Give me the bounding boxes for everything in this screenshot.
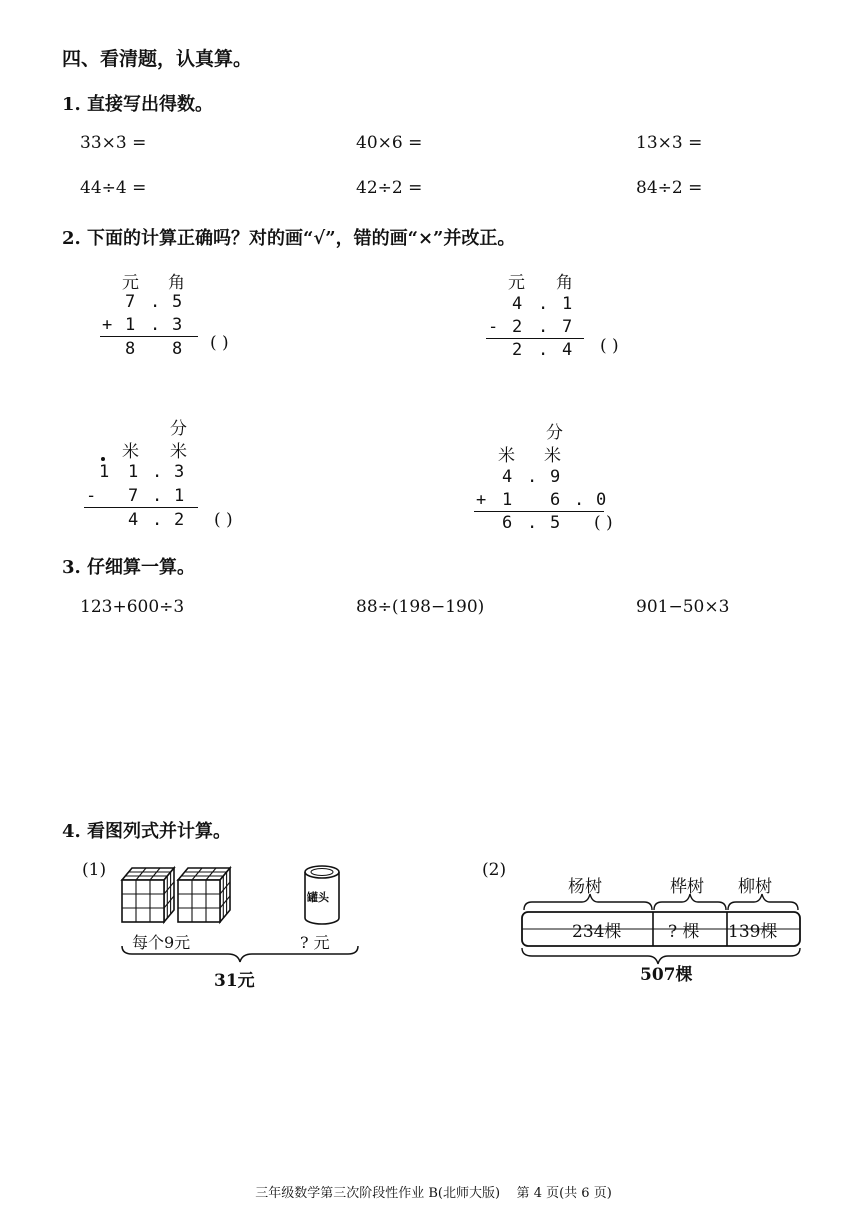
tree-label: 柳树: [738, 877, 772, 897]
digit: 0: [596, 490, 607, 510]
unit-label: 分: [170, 419, 187, 439]
digit: .: [527, 513, 538, 533]
answer-blank[interactable]: ( ): [594, 513, 613, 533]
segment-count: 139棵: [728, 922, 778, 942]
q1-item: 40×6 =: [356, 133, 423, 153]
answer-blank[interactable]: ( ): [214, 510, 233, 530]
q1-item: 44÷4 =: [80, 178, 147, 198]
digit: 4: [562, 340, 573, 360]
digit: 1: [128, 462, 139, 482]
can-label: 罐头: [307, 891, 329, 904]
digit: 1: [125, 315, 136, 335]
q3-item: 88÷(198−190): [356, 597, 485, 617]
calc-line: [486, 338, 584, 339]
q3-item: 901−50×3: [636, 597, 730, 617]
digit: 7: [128, 486, 139, 506]
segment-count: ? 棵: [668, 922, 700, 942]
digit: .: [150, 315, 161, 335]
q3-title: 3. 仔细算一算。: [62, 557, 196, 578]
price-each: 每个9元: [132, 933, 191, 952]
unit-label: 元: [122, 273, 139, 293]
digit: 4: [502, 467, 513, 487]
digit: 8: [125, 339, 136, 359]
price-unknown: ? 元: [300, 933, 330, 952]
rubik-cube-icon: [176, 866, 232, 924]
calc-line: [100, 336, 198, 337]
digit: 9: [550, 467, 561, 487]
digit: .: [538, 294, 549, 314]
digit: 4: [128, 510, 139, 530]
operator: -: [86, 486, 97, 506]
section-title: 四、看清题，认真算。: [62, 48, 253, 70]
problem-label: (1): [82, 860, 107, 880]
carry-dot: [101, 457, 105, 461]
digit: .: [152, 486, 163, 506]
digit: 3: [174, 462, 185, 482]
total-count: 507棵: [640, 965, 693, 985]
digit: 1: [502, 490, 513, 510]
digit: 8: [172, 339, 183, 359]
digit: 6: [550, 490, 561, 510]
q4-title: 4. 看图列式并计算。: [62, 821, 232, 842]
unit-label: 角: [168, 273, 185, 293]
unit-label: 米: [122, 442, 139, 462]
q1-item: 84÷2 =: [636, 178, 703, 198]
digit: 2: [512, 317, 523, 337]
unit-label: 米: [498, 446, 515, 466]
digit: 4: [512, 294, 523, 314]
q1-item: 33×3 =: [80, 133, 147, 153]
unit-label: 米: [170, 442, 187, 462]
digit: .: [574, 490, 585, 510]
digit: 5: [550, 513, 561, 533]
digit: 2: [512, 340, 523, 360]
digit: 7: [562, 317, 573, 337]
answer-blank[interactable]: ( ): [600, 336, 619, 356]
q1-title: 1. 直接写出得数。: [62, 94, 214, 115]
digit: 2: [174, 510, 185, 530]
calc-line: [84, 507, 198, 508]
unit-label: 分: [546, 423, 563, 443]
unit-label: 元: [508, 273, 525, 293]
tree-label: 桦树: [670, 877, 704, 897]
digit: 5: [172, 292, 183, 312]
digit: 3: [172, 315, 183, 335]
unit-label: 角: [556, 273, 573, 293]
rubik-cube-icon: [120, 866, 176, 924]
q2-title: 2. 下面的计算正确吗？对的画“√”，错的画“×”并改正。: [62, 228, 516, 249]
digit: 7: [125, 292, 136, 312]
digit: .: [150, 292, 161, 312]
digit: 1: [99, 462, 110, 482]
page-footer: 三年级数学第三次阶段性作业 B(北师大版) 第 4 页(共 6 页): [255, 1186, 612, 1201]
digit: .: [538, 317, 549, 337]
operator: +: [102, 315, 113, 335]
tree-label: 杨树: [568, 877, 602, 897]
digit: .: [527, 467, 538, 487]
calc-line: [474, 511, 604, 512]
q1-item: 13×3 =: [636, 133, 703, 153]
q1-item: 42÷2 =: [356, 178, 423, 198]
digit: 1: [174, 486, 185, 506]
problem-label: (2): [482, 860, 507, 880]
operator: -: [488, 317, 499, 337]
digit: .: [152, 462, 163, 482]
digit: 1: [562, 294, 573, 314]
digit: 6: [502, 513, 513, 533]
unit-label: 米: [544, 446, 561, 466]
answer-blank[interactable]: ( ): [210, 333, 229, 353]
digit: .: [152, 510, 163, 530]
q3-item: 123+600÷3: [80, 597, 185, 617]
digit: .: [538, 340, 549, 360]
total-amount: 31元: [214, 971, 255, 991]
operator: +: [476, 490, 487, 510]
segment-count: 234棵: [572, 922, 622, 942]
total-brace: [120, 944, 360, 964]
